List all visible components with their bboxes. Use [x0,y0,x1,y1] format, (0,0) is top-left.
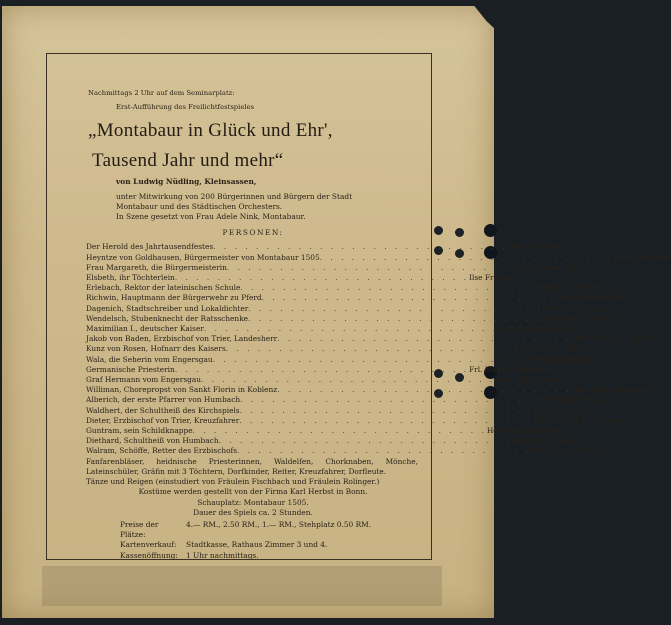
role-name: Der Herold des Jahrtausendfestes [86,242,214,252]
cast-row [86,415,631,426]
actor-name: Frl. Gertrud Hoffmann [506,354,592,364]
leader-dots: . . . . . . . . . . . . . . . . . . . . . . . . . . . . [174,364,470,374]
actor-name: Herr Wilhelm Orth [555,293,627,303]
cast-list [86,242,671,456]
paper-stain [42,566,442,606]
role-name: Wala, die Seherin vom Engersgau [86,354,213,364]
actor-name: Herr Jean Nink [613,252,671,262]
cast-row [86,344,587,354]
cast-row [86,303,611,314]
cast-row [86,242,566,252]
punch-hole [455,228,464,237]
cast-row [86,273,515,283]
leader-dots: . . . . . . . . . . . . . . . . . . . . . . . . . . . . [239,415,534,425]
role-name: Germanische Priesterin [86,364,175,374]
leader-dots: . . . . . . . . . . . . . . . . . . . . . . . . . . . . [239,405,534,415]
ticket-info [120,520,418,561]
actor-name: Herr Josef Schickiert [542,313,622,323]
cast-row [86,252,671,263]
ticket-value: Stadtkasse, Rathaus Zimmer 3 und 4. [186,540,328,550]
actor-name: Frl. Maria Schlemmer [469,364,553,374]
role-name: Walram, Schöffe, Retter des Erzbischofs [86,446,238,456]
actor-name: Herr Karl Schlemmer [571,385,653,395]
leader-dots: . . . . . . . . . . . . . . . . . . . . . . . . . . . . [203,324,499,334]
role-name: Guntram, sein Schildknappe [86,426,193,436]
cast-row [86,405,591,416]
role-name: Maximilian I., deutscher Kaiser [86,324,204,334]
actor-name: Herr Arnold Schneider [571,334,658,344]
cast-row [86,354,592,365]
leader-dots: . . . . . . . . . . . . . . . . . . . . . . . . . . . . [225,344,520,354]
actor-name: Herr August Kunst [498,324,569,334]
leader-dots: . . . . . . . . . . . . . . . . . . . . . . . . . . . . [212,354,507,364]
ticket-row [120,540,418,550]
leader-dots: . . . . . . . . . . . . . . . . . . . . . . . . . . . . [319,252,614,262]
leader-dots: . . . . . . . . . . . . . . . . . . . . . . . . . . . . [201,375,496,385]
actor-name: Herr Heinrich Quirmbach [533,415,631,425]
actor-name: Herr Josef Jung [507,242,566,252]
ticket-value: 4.— RM., 2.50 RM., 1.— RM., Stehplatz 0.50 RM. [186,519,372,529]
cast-row [86,446,614,456]
role-name: Dagenich, Stadtschreiber und Lokaldichter [86,303,249,313]
cast-row [86,395,604,405]
leader-dots: . . . . . . . . . . . . . . . . . . . . . . . . . . . . [240,283,535,293]
ensemble-text: Fanfarenbläser, heidnische Priesterinnen, Waldelfen, Chorknaben, Mönche, Lateinschüler, Gräfin mit 3 Töchtern, Dorfkinder, Reiter, Kreuzfahrer, Dorfleute. [86,456,418,476]
leader-dots: . . . . . . . . . . . . . . . . . . . . . . . . . . . . [192,426,487,436]
punch-hole [434,226,443,235]
actor-name: Herr Otto Sons [533,405,591,415]
leader-dots: . . . . . . . . . . . . . . . . . . . . . . . . . . . . [226,262,522,272]
actor-name: Herr Josef Hannappel [531,446,614,456]
role-name: Frau Margareth, die Bürgermeisterin [86,262,227,272]
leader-dots: . . . . . . . . . . . . . . . . . . . . . . . . . . . . [277,334,572,344]
program-text [86,88,671,561]
leader-dots: . . . . . . . . . . . . . . . . . . . . . . . . . . . . [237,446,532,456]
cast-row [86,334,658,344]
actor-name: Herr Josef Lenait [512,436,578,446]
cast-row [86,313,622,324]
direction-line: In Szene gesetzt von Frau Adele Nink, Montabaur. [116,212,306,222]
cast-row [86,426,566,436]
role-name: Heyntze von Goldhausen, Bürgermeister von Montabaur 1505 [86,252,320,262]
cast-row [86,283,614,293]
leader-dots: . . . . . . . . . . . . . . . . . . . . . . . . . . . . [240,395,535,405]
role-name: Richwin, Hauptmann der Bürgerwehr zu Pferd [86,293,262,303]
actor-name: Herr Willi Paulus [495,375,560,385]
actor-name: Herr Karl Säuberlich [534,283,614,293]
actor-name: Herr Otto Wagner [542,303,611,313]
ticket-value: 1 Uhr nachmittags. [186,550,259,560]
venue-line: Schauplatz: Montabaur 1505. [197,497,309,507]
leader-dots: . . . . . . . . . . . . . . . . . . . . . . . . . . . . [213,242,508,252]
leader-dots: . . . . . . . . . . . . . . . . . . . . . . . . . . . . [277,385,572,395]
role-name: Jakob von Baden, Erzbischof von Trier, Landesherr [86,334,278,344]
actor-name: Frau Adele Nink [521,262,583,272]
role-name: Graf Hermann vom Engersgau [86,375,202,385]
cast-row [86,364,553,375]
play-title-2: Tausend Jahr und mehr“ [92,150,284,172]
actor-name: Herr Hans Klering [534,395,604,405]
leader-dots: . . . . . . . . . . . . . . . . . . . . . . . . . . . . [248,313,543,323]
actor-name: Herr Paul Kreuzberg [486,426,566,436]
role-name: Dieter, Erzbischof von Trier, Kreuzfahrer [86,415,240,425]
role-name: Alberich, der erste Pfarrer von Humbach [86,395,241,405]
author-line: von Ludwig Nüdling, Kleinsassen, [116,177,257,187]
role-name: Elsbeth, ihr Töchterlein [86,273,175,283]
leader-dots: . . . . . . . . . . . . . . . . . . . . . . . . . . . . [248,303,543,313]
credit-line-2: Montabaur und des Städtischen Orchesters. [116,201,283,211]
ticket-label: Kartenverkauf: [120,540,177,550]
time-venue-line: Nachmittags 2 Uhr auf dem Seminarplatz: [88,89,235,97]
cast-row [86,436,578,446]
cast-row [86,324,569,334]
leader-dots: . . . . . . . . . . . . . . . . . . . . . . . . . . . . [174,273,470,283]
cast-row [86,385,653,395]
cast-row [86,375,560,385]
duration-line: Dauer des Spiels ca. 2 Stunden. [193,507,313,517]
role-name: Diethard, Schultheiß von Humbach [86,436,219,446]
role-name: Kunz von Rosen, Hofnarr des Kaisers [86,344,226,354]
premiere-line: Erst-Aufführung des Freilichtfestspieles [116,103,255,112]
play-title-1: „Montabaur in Glück und Ehr', [88,120,333,142]
persons-heading: PERSONEN: [222,228,284,238]
costumes-line: Kostüme werden gestellt von der Firma Karl Herbst in Bonn. [138,487,368,497]
cast-row [86,262,583,273]
ticket-row [120,520,418,540]
credit-line-1: unter Mitwirkung von 200 Bürgerinnen und Bürgern der Stadt [116,191,353,201]
actor-name: Herr Adolf Pohler [519,344,587,354]
ticket-label: Preise der Plätze: [120,519,159,540]
ticket-label: Kassenöffnung: [120,550,178,560]
leader-dots: . . . . . . . . . . . . . . . . . . . . . . . . . . . . [218,436,513,446]
torn-corner [472,0,496,30]
actor-name: Ilse Freytag [469,273,515,283]
role-name: Williman, Chorepropst von Sankt Florin in Koblenz [86,385,278,395]
leader-dots: . . . . . . . . . . . . . . . . . . . . . . . . . . . . [261,293,556,303]
role-name: Waldhert, der Schultheiß des Kirchspiels [86,405,240,415]
role-name: Wendelsch, Stubenknecht der Ratsschenke [86,313,249,323]
dances-line: Tänze und Reigen (einstudiert von Fräulein Fischbach und Fräulein Rolinger.) [86,477,380,487]
cast-row [86,293,627,303]
ticket-row [120,551,418,561]
binding-hole [484,224,497,237]
role-name: Erlebach, Rektor der lateinischen Schule [86,283,241,293]
